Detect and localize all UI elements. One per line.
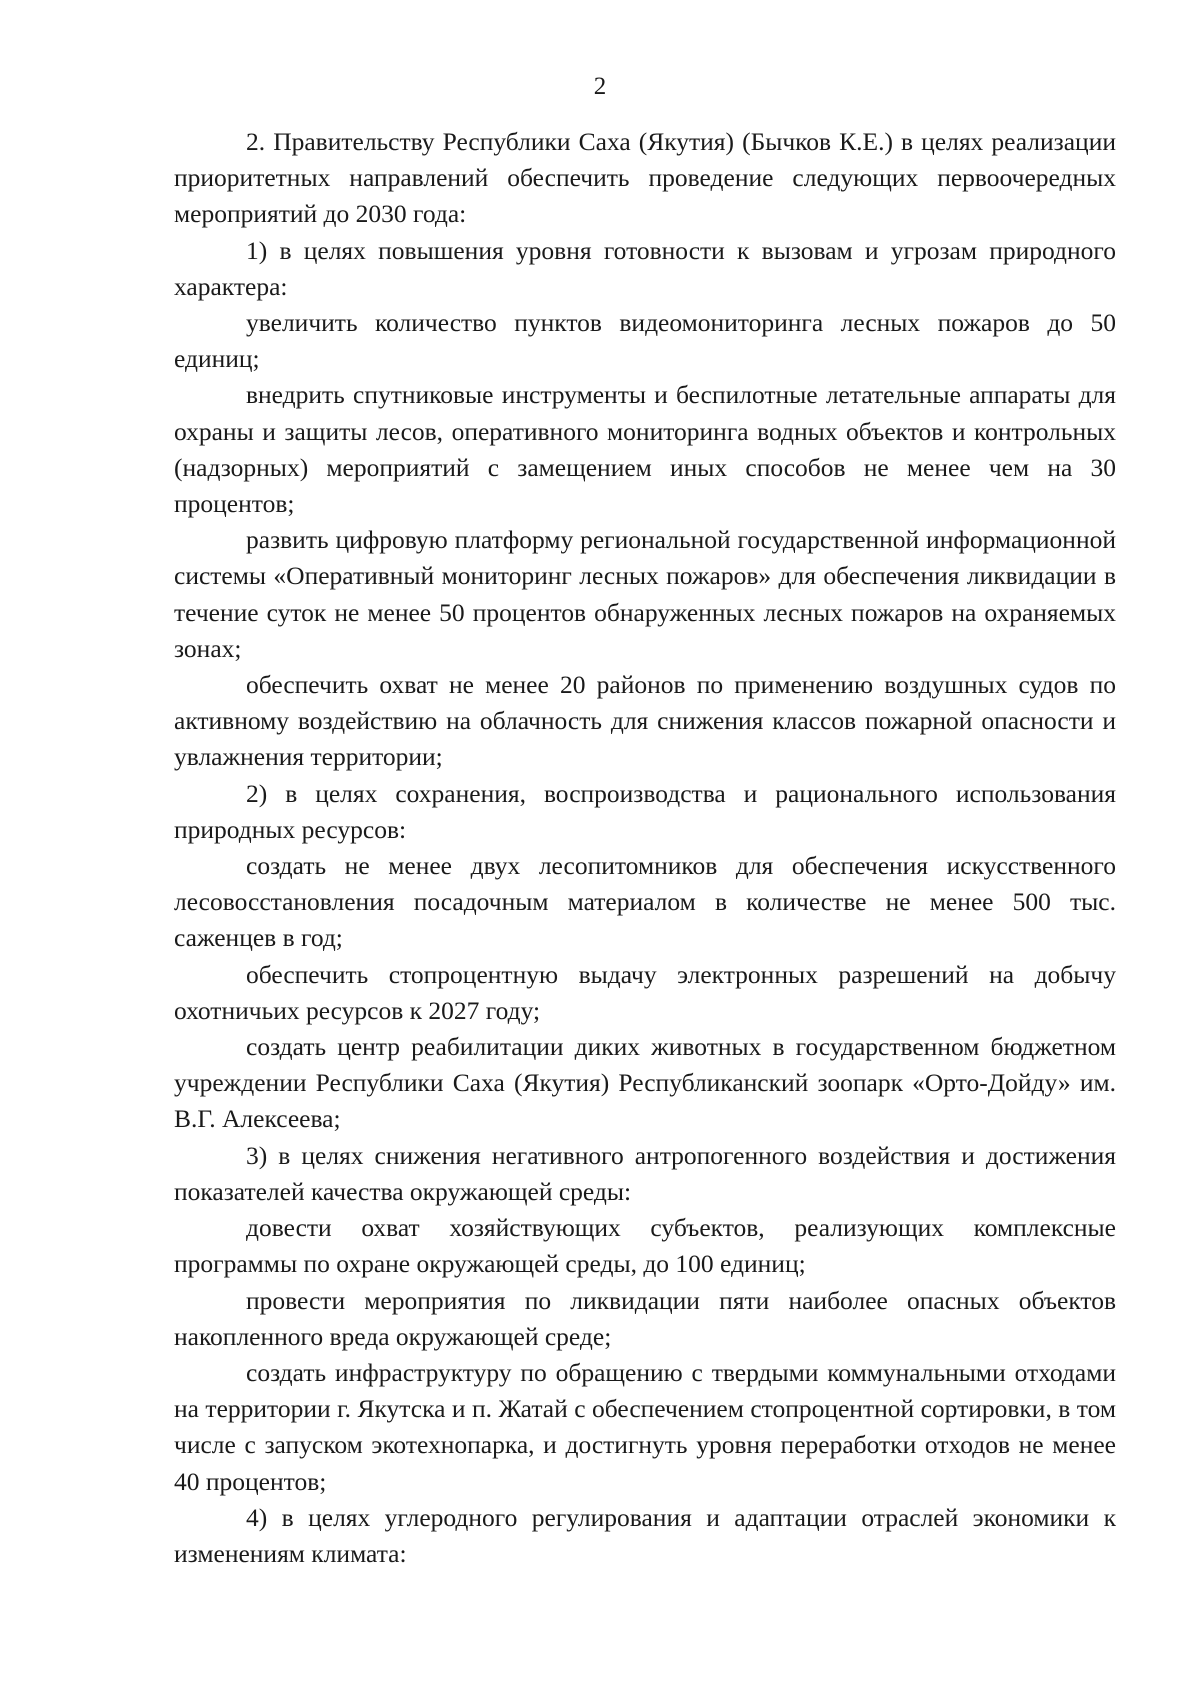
paragraph-item-2-intro: 2. Правительству Республики Саха (Якутия) (Бычков К.Е.) в целях реализации приоритетных направлений обеспечить проведение следующих первоочередных мероприятий до 2030 года: xyxy=(174,127,1116,229)
subitem-3-heading: 3) в целях снижения негативного антропогенного воздействия и достижения показателей качества окружающей среды: xyxy=(174,1140,1116,1206)
subitem-4-heading: 4) в целях углеродного регулирования и адаптации отраслей экономики к изменениям климата: xyxy=(174,1502,1116,1568)
subitem-1-heading: 1) в целях повышения уровня готовности к вызовам и угрозам природного характера: xyxy=(174,235,1116,301)
measure-forest-nurseries: создать не менее двух лесопитомников для обеспечения искусственного лесовосстановления посадочным материалом в количестве не менее 500 тыс. саженцев в год; xyxy=(174,851,1116,953)
subitem-2-heading: 2) в целях сохранения, воспроизводства и рационального использования природных ресурсов: xyxy=(174,778,1116,844)
page-number: 2 xyxy=(593,73,607,100)
measure-accumulated-harm: провести мероприятия по ликвидации пяти наиболее опасных объектов накопленного вреда окружающей среде; xyxy=(174,1285,1116,1351)
measure-environmental-programs: довести охват хозяйствующих субъектов, реализующих комплексные программы по охране окружающей среды, до 100 единиц; xyxy=(174,1213,1116,1279)
measure-hunting-permits: обеспечить стопроцентную выдачу электронных разрешений на добычу охотничьих ресурсов к 2027 году; xyxy=(174,959,1116,1025)
document-body xyxy=(174,124,1116,1572)
measure-wildlife-rehab: создать центр реабилитации диких животных в государственном бюджетном учреждении Республики Саха (Якутия) Республиканский зоопарк «Орто-Дойду» им. В.Г. Алексеева; xyxy=(174,1032,1116,1134)
measure-video-monitoring: увеличить количество пунктов видеомониторинга лесных пожаров до 50 единиц; xyxy=(174,308,1116,374)
measure-cloud-seeding: обеспечить охват не менее 20 районов по применению воздушных судов по активному воздействию на облачность для снижения классов пожарной опасности и увлажнения территории; xyxy=(174,670,1116,772)
measure-digital-platform: развить цифровую платформу региональной государственной информационной системы «Оперативный мониторинг лесных пожаров» для обеспечения ликвидации в течение суток не менее 50 процентов обнаруженных лесных пожаров на охраняемых зонах; xyxy=(174,525,1116,663)
measure-waste-infrastructure: создать инфраструктуру по обращению с твердыми коммунальными отходами на территории г. Якутска и п. Жатай с обеспечением стопроцентной сортировки, в том числе с запуском экотехнопарка, и достигнуть уровня переработки отходов не менее 40 процентов; xyxy=(174,1357,1116,1496)
measure-satellite-drones: внедрить спутниковые инструменты и беспилотные летательные аппараты для охраны и защиты лесов, оперативного мониторинга водных объектов и контрольных (надзорных) мероприятий с замещением иных способов не менее чем на 30 процентов; xyxy=(174,380,1116,519)
